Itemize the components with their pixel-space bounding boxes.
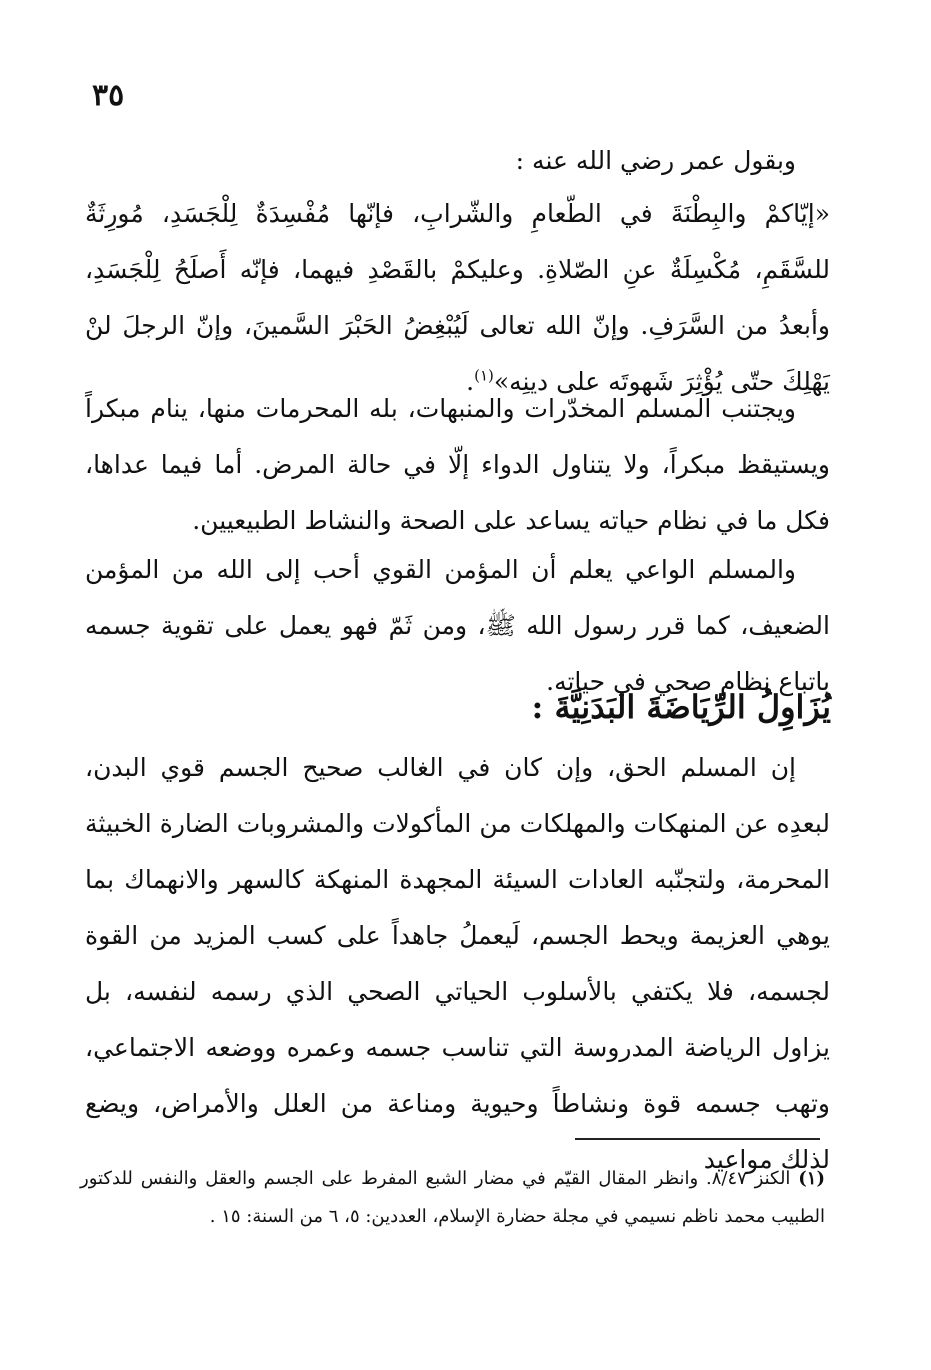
quote-end-mark: . [466,367,475,396]
footnote-reference: (١) [474,366,494,385]
footnote-divider [575,1138,820,1140]
paragraph-exercise: إن المسلم الحق، وإن كان في الغالب صحيح الجسم قوي البدن، لبعدِه عن المنهكات والمهلكات من المأكولات والمشروبات الضارة الخبيثة المحرمة، ولتجنّبه العادات السيئة المجهدة المنهكة كالسهر والانهماك بما يوهي العزيمة ويحط الجسم، لَيعملُ جاهداً على كسب المزيد من القوة لجسمه، فلا يكتفي بالأسلوب الحياتي الصحي الذي رسمه لنفسه، بل يزاول الرياضة المدروسة التي تناسب جسمه وعمره ووضعه الاجتماعي، وتهب جسمه قوة ونشاطاً وحيوية ومناعة من العلل والأمراض، ويضع لذلك مواعيد [85,753,830,1174]
quote-paragraph [85,186,830,410]
footnote-number: (١) [798,1168,825,1189]
paragraph-stimulants: ويجتنب المسلم المخدّرات والمنبهات، بله المحرمات منها، ينام مبكراً ويستيقظ مبكراً، ولا يتناول الدواء إلّا في حالة المرض. أما فيما عداها، فكل ما في نظام حياته يساعد على الصحة والنشاط الطبيعيين. [85,394,830,535]
quote-intro: وبقول عمر رضي الله عنه : [515,146,796,175]
section-heading: يُزَاوِلُ الرِّيَاضَةَ البَدَنِيَّةَ : [531,688,831,726]
page-number: ٣٥ [92,78,125,113]
footnote [80,1160,825,1236]
quote-text: «إيّاكمْ والبِطْنَةَ في الطّعامِ والشّرابِ، فإنّها مُفْسِدَةٌ لِلْجَسَدِ، مُورِثَةٌ للسَّقَمِ، مُكْسِلَةٌ عنِ الصّلاةِ. وعليكمْ بالقَصْدِ فيهما، فإنّه أَصلَحُ لِلْجَسَدِ، وأبعدُ من السَّرَفِ. وإنّ الله تعالى لَيُبْغِضُ الحَبْرَ السَّمينَ، وإنّ الرجلَ لنْ يَهْلِكَ حتّى يُؤْثِرَ شَهوتَه على دينِه» [85,199,830,396]
footnote-text: الكنز ٨/٤٧. وانظر المقال القيّم في مضار الشبع المفرط على الجسم والعقل والنفس للدكتور الطبيب محمد ناظم نسيمي في مجلة حضارة الإسلام، العددين: ٥، ٦ من السنة: ١٥ . [80,1168,825,1227]
paragraph-strong-believer: والمسلم الواعي يعلم أن المؤمن القوي أحب إلى الله من المؤمن الضعيف، كما قرر رسول الله ﷺ، ومن ثَمّ فهو يعمل على تقوية جسمه باتباع نظام صحي في حياته. [85,555,830,696]
